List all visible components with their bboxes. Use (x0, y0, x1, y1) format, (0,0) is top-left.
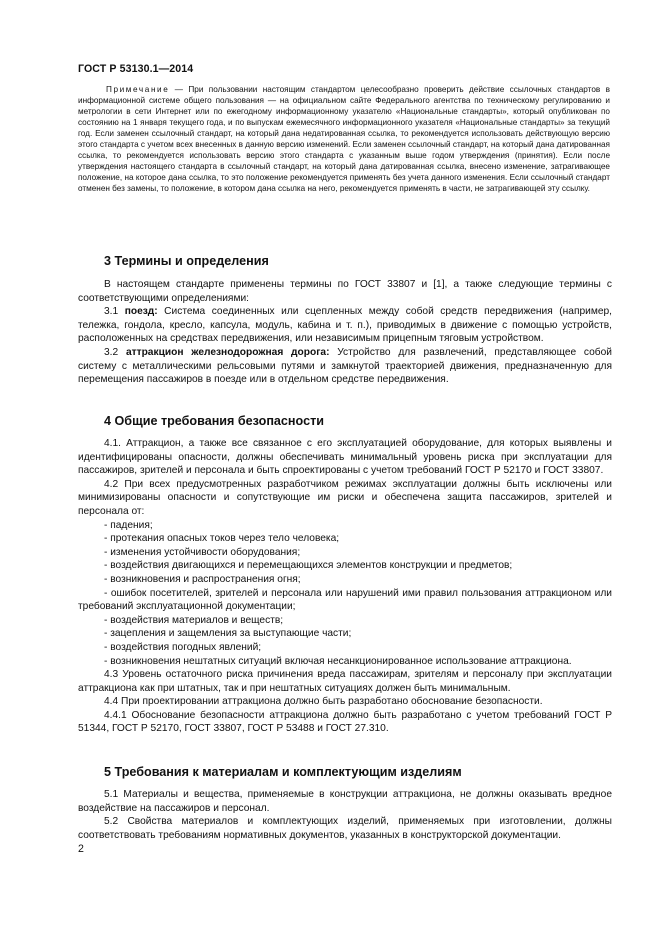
note-text: — При пользовании настоящим стандартом целесообразно проверить действие ссылочных стандартов в информационной системе общего пользования — на официальном сайте Федерального агентства по техническому регулированию и метрологии в сети Интернет или по ежегодному информационному указателю «Национальные стандарты», который опубликован по состоянию на 1 января текущего года, и по выпускам ежемесячного информационного указателя «Национальные стандарты» за текущий год. Если заменен ссылочный стандарт, на который дана недатированная ссылка, то рекомендуется использовать действующую версию этого стандарта с учетом всех внесенных в данную версию изменений. Если заменен ссылочный стандарт, на который дана датированная ссылка, то рекомендуется использовать версию этого стандарта с указанным выше годом утверждения (принятия). Если после утверждения настоящего стандарта в ссылочный стандарт, на который дана датированная ссылка, внесено изменение, затрагивающее положение, на которое дана ссылка, то это положение рекомендуется применять без учета данного изменения. Если ссылочный стандарт отменен без замены, то положение, в котором дана ссылка на него, рекомендуется применять в части, не затрагивающей эту ссылку. (78, 85, 610, 194)
section-5-title: 5 Требования к материалам и комплектующим изделиям (104, 765, 462, 779)
page-number: 2 (78, 843, 84, 855)
section-3-intro: В настоящем стандарте применены термины по ГОСТ 33807 и [1], а также следующие термины с соответствующими определениями: (78, 279, 612, 304)
document-header: ГОСТ Р 53130.1—2014 (78, 63, 194, 75)
list-item: - воздействия двигающихся и перемещающихся элементов конструкции и предметов; (104, 560, 513, 572)
section-5-body (78, 788, 612, 842)
paragraph-4-3: 4.3 Уровень остаточного риска причинения вреда пассажирам, зрителям и персоналу при эксплуатации аттракциона как при штатных, так и при нештатных ситуациях должен быть минимальным. (78, 669, 612, 694)
term-3-2: 3.2 аттракцион железнодорожная дорога: Устройство для развлечений, представляющее собой систему с металлическими рельсовыми путями и замкнутой траекторией движения, предназначенную для перемещения пассажиров в поезде или в отдельном средстве передвижения. (78, 346, 613, 386)
paragraph-4-4-1: 4.4.1 Обоснование безопасности аттракциона должно быть разработано с учетом требований ГОСТ Р 51344, ГОСТ Р 52170, ГОСТ 33807, ГОСТ Р 53488 и ГОСТ 27.310. (78, 709, 612, 735)
section-3-body (78, 278, 612, 387)
paragraph-4-1: 4.1. Аттракцион, а также все связанное с его эксплуатацией оборудование, для которых выявлены и идентифицированы опасности, должны обеспечивать минимальный уровень риска при эксплуатации для пассажиров, зрителей и персонала и быть спроектированы с учетом требований ГОСТ Р 52170 и ГОСТ 33807. (78, 438, 612, 477)
paragraph-5-2: 5.2 Свойства материалов и комплектующих изделий, применяемых при изготовлении, должны соответствовать требованиям нормативных документов, указанных в конструкторской документации. (78, 816, 612, 841)
paragraph-4-4: 4.4 При проектировании аттракциона должно быть разработано обоснование безопасности. (104, 696, 543, 708)
list-item: - падения; (104, 519, 153, 531)
term-3-2-name: аттракцион железнодорожная дорога: (125, 346, 330, 358)
list-item: - возникновения и распространения огня; (104, 573, 301, 585)
note-lead: Примечание (106, 85, 170, 94)
section-4-body (78, 437, 612, 736)
term-3-1: 3.1 поезд: Система соединенных или сцепленных между собой средств передвижения (например, тележка, гондола, кресло, капсула, модуль, кабина и т. п.), приводимых в движение с помощью устройств, расположенных на средствах передвижения, или независимым прицепным тяговым устройством. (78, 306, 612, 345)
paragraph-5-1: 5.1 Материалы и вещества, применяемые в конструкции аттракциона, не должны оказывать вредное воздействие на пассажиров и персонал. (78, 789, 612, 814)
list-item: - возникновения нештатных ситуаций включая несанкционированное использование аттракциона. (104, 655, 572, 667)
section-3-title: 3 Термины и определения (104, 254, 269, 268)
paragraph-4-2: 4.2 При всех предусмотренных разработчиком режимах эксплуатации должны быть исключены или минимизированы опасности и сопутствующие им риски и обеспечена защита пассажиров, зрителей и персонала от: (78, 478, 612, 517)
list-item: - ошибок посетителей, зрителей и персонала или нарушений ими правил пользования аттракционом или требований эксплуатационной документации; (78, 587, 612, 613)
list-item: - протекания опасных токов через тело человека; (104, 533, 340, 545)
term-3-1-name: поезд: (124, 306, 158, 318)
list-item: - воздействия материалов и веществ; (104, 614, 284, 626)
list-item: - изменения устойчивости оборудования; (104, 546, 301, 558)
list-item: - воздействия погодных явлений; (104, 641, 262, 653)
list-item: - зацепления и защемления за выступающие части; (104, 628, 352, 640)
section-4-title: 4 Общие требования безопасности (104, 414, 324, 428)
reference-note (78, 84, 610, 194)
